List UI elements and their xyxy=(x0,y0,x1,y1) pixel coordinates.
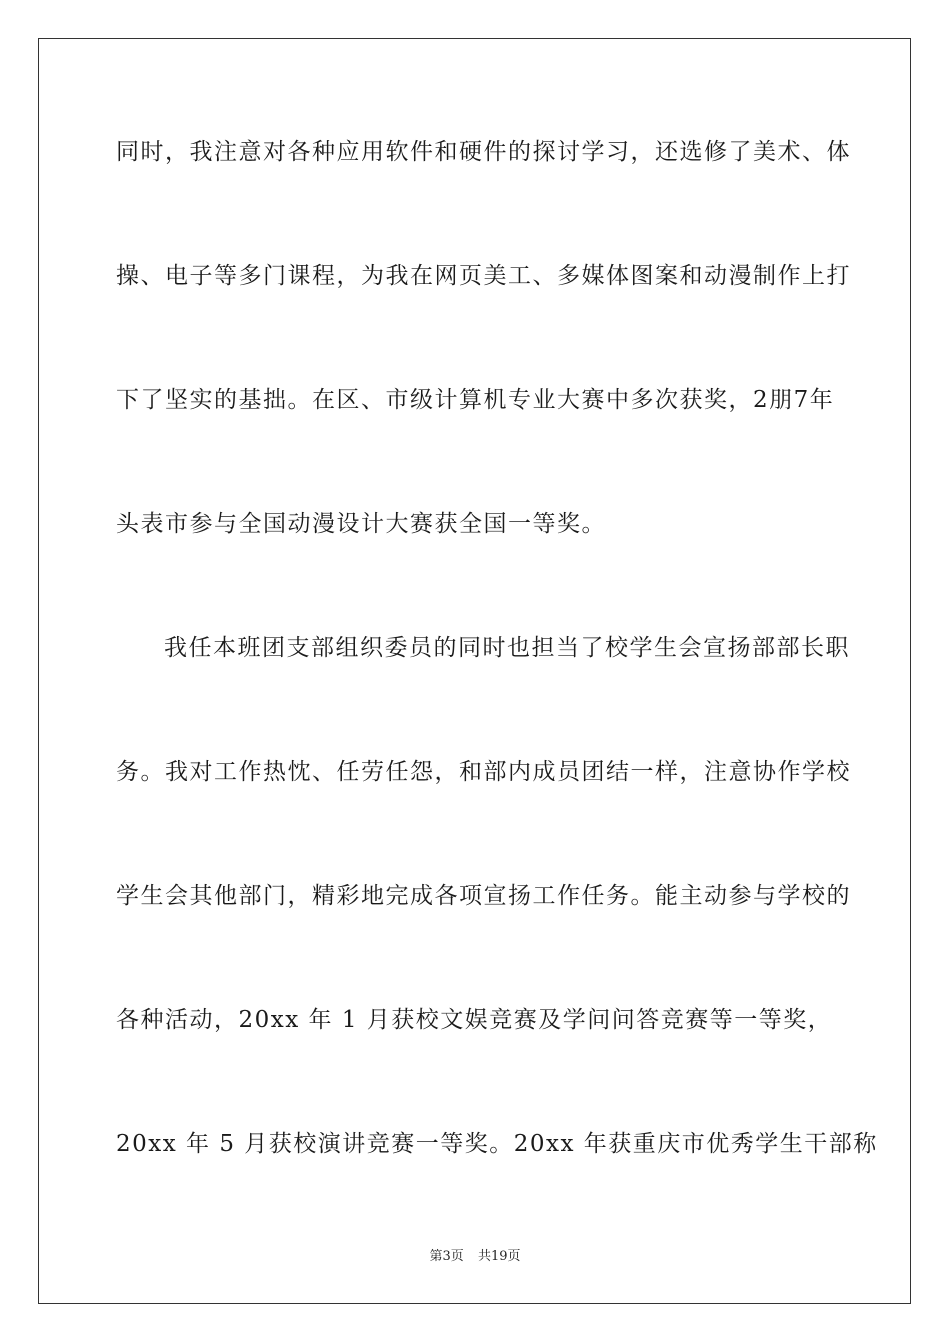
paragraph-line: 同时，我注意对各种应用软件和硬件的探讨学习，还选修了美术、体 xyxy=(116,139,851,165)
paragraph-line: 操、电子等多门课程，为我在网页美工、多媒体图案和动漫制作上打 xyxy=(116,263,851,289)
page-number: 第3页 xyxy=(429,1249,464,1264)
page-footer xyxy=(0,1248,950,1266)
paragraph-line: 我任本班团支部组织委员的同时也担当了校学生会宣扬部部长职 xyxy=(164,635,850,661)
paragraph-line: 20xx 年 5 月获校演讲竞赛一等奖。20xx 年获重庆市优秀学生干部称 xyxy=(116,1131,878,1157)
paragraph-line: 下了坚实的基拙。在区、市级计算机专业大赛中多次获奖，2朋7年 xyxy=(116,387,835,413)
paragraph-line: 头表市参与全国动漫设计大赛获全国一等奖。 xyxy=(116,511,606,537)
page-total: 共19页 xyxy=(477,1249,521,1264)
paragraph-line: 各种活动，20xx 年 1 月获校文娱竞赛及学问问答竞赛等一等奖， xyxy=(116,1007,833,1033)
paragraph-line: 务。我对工作热忱、任劳任怨，和部内成员团结一样，注意协作学校 xyxy=(116,759,851,785)
page-frame xyxy=(38,38,911,1304)
paragraph-line: 学生会其他部门，精彩地完成各项宣扬工作任务。能主动参与学校的 xyxy=(116,883,851,909)
